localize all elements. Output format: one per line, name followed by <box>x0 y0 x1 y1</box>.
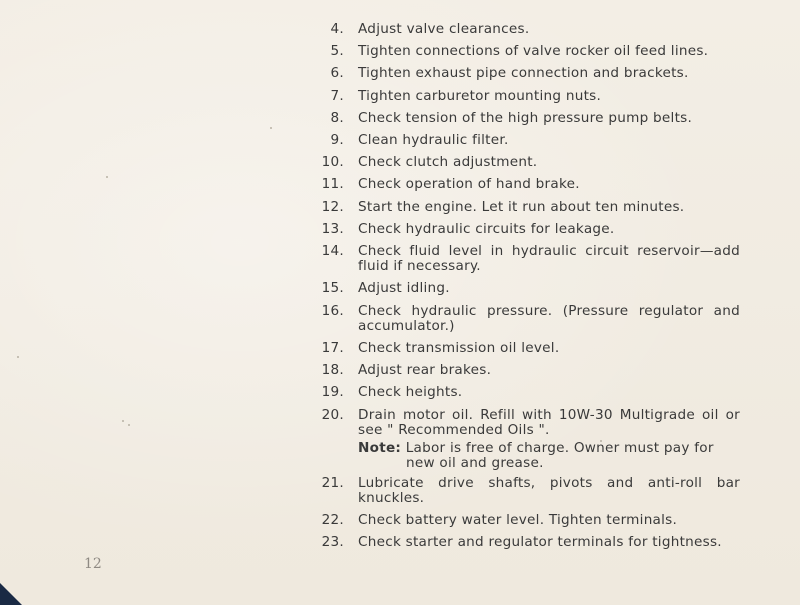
list-item <box>316 408 740 439</box>
item-number: 19. <box>321 384 344 401</box>
list-item <box>316 304 740 335</box>
item-text: Check clutch adjustment. <box>358 154 538 171</box>
item-number: 14. <box>321 242 344 259</box>
maintenance-checklist <box>316 22 740 551</box>
list-item <box>316 363 740 378</box>
item-number: 23. <box>321 534 344 551</box>
item-number: 15. <box>321 280 344 297</box>
item-text: Check tension of the high pressure pump belts. <box>358 109 693 126</box>
item-text: Clean hydraulic filter. <box>358 131 509 148</box>
list-item <box>316 281 740 296</box>
item-text: Check operation of hand brake. <box>358 176 580 193</box>
list-item <box>316 133 740 148</box>
note-text: Labor is free of charge. Owner must pay for <box>405 440 714 457</box>
note-block <box>316 441 740 472</box>
item-number: 4. <box>330 21 344 37</box>
item-number: 22. <box>321 512 344 529</box>
item-text: Adjust idling. <box>358 280 450 297</box>
item-text: Drain motor oil. Refill with 10W-30 Multigrade oil or see " Recommended Oils ". <box>358 406 740 438</box>
item-text: Check hydraulic pressure. (Pressure regulator and accumulator.) <box>358 302 740 334</box>
item-text: Check heights. <box>358 384 463 401</box>
paper-speck <box>106 176 108 178</box>
item-text: Adjust valve clearances. <box>358 21 530 37</box>
list-item <box>316 513 740 528</box>
note-text-continued: new oil and grease. <box>406 455 544 472</box>
item-text: Start the engine. Let it run about ten minutes. <box>358 198 685 215</box>
list-item <box>316 111 740 126</box>
item-number: 10. <box>321 154 344 171</box>
item-text: Check fluid level in hydraulic circuit reservoir—add fluid if necessary. <box>358 242 740 275</box>
item-number: 21. <box>321 474 344 491</box>
page-number: 12 <box>84 556 102 572</box>
paper-speck <box>270 127 272 129</box>
list-item <box>316 476 740 507</box>
list-item <box>316 89 740 104</box>
paper-speck <box>17 356 19 358</box>
item-number: 6. <box>330 65 344 82</box>
item-number: 17. <box>321 340 344 357</box>
item-number: 12. <box>321 198 344 215</box>
item-text: Adjust rear brakes. <box>358 362 492 379</box>
list-item <box>316 177 740 192</box>
list-item <box>316 535 740 550</box>
item-text: Check battery water level. Tighten terminals. <box>358 512 678 529</box>
list-item <box>316 341 740 356</box>
item-number: 8. <box>330 109 344 126</box>
item-number: 16. <box>321 302 344 319</box>
list-item <box>316 385 740 400</box>
item-number: 20. <box>321 406 344 423</box>
page-corner-mark <box>0 583 22 605</box>
paper-speck <box>128 424 130 426</box>
item-number: 5. <box>330 43 344 60</box>
item-number: 11. <box>321 176 344 193</box>
list-item <box>316 66 740 81</box>
item-number: 18. <box>321 362 344 379</box>
item-text: Check transmission oil level. <box>358 340 560 357</box>
list-item <box>316 222 740 237</box>
item-text: Lubricate drive shafts, pivots and anti-roll bar knuckles. <box>358 474 740 507</box>
item-text: Tighten connections of valve rocker oil feed lines. <box>358 43 709 60</box>
item-number: 7. <box>330 87 344 104</box>
item-text: Check hydraulic circuits for leakage. <box>358 220 615 237</box>
item-text: Tighten exhaust pipe connection and brackets. <box>358 65 689 82</box>
item-text: Check starter and regulator terminals for tightness. <box>358 534 722 551</box>
item-number: 13. <box>321 220 344 237</box>
paper-speck <box>122 420 124 422</box>
note-label: Note: <box>358 440 402 457</box>
list-item <box>316 244 740 275</box>
list-item <box>316 155 740 170</box>
item-number: 9. <box>330 131 344 148</box>
list-item <box>316 200 740 215</box>
list-item <box>316 22 740 37</box>
item-text: Tighten carburetor mounting nuts. <box>358 87 602 104</box>
list-item <box>316 44 740 59</box>
